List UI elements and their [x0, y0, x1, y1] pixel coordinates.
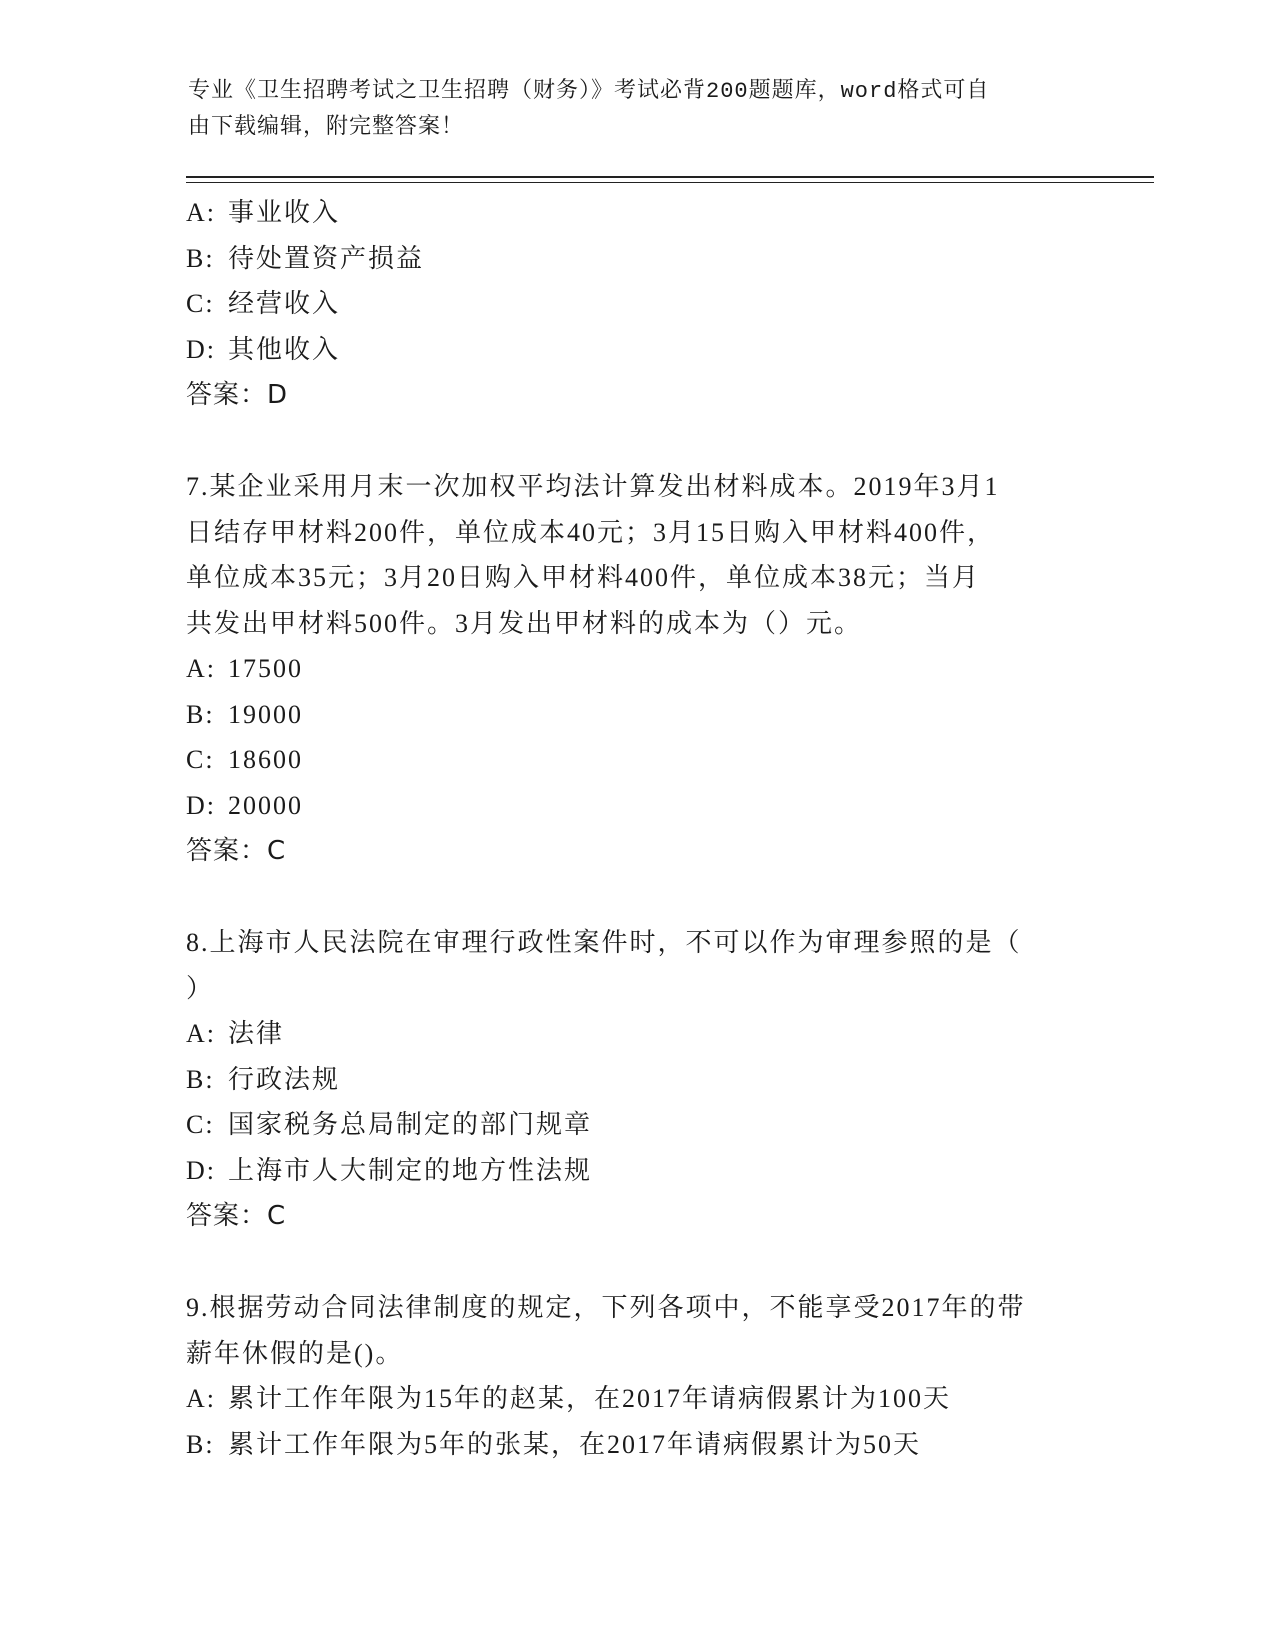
question-text-line: ） — [186, 973, 215, 1003]
question-8 — [186, 920, 1086, 1239]
question-9 — [186, 1285, 1086, 1467]
answer-line: 答案：D — [186, 380, 289, 410]
option-a: A: 法律 — [186, 1019, 285, 1048]
question-text-line: 单位成本35元；3月20日购入甲材料400件，单位成本38元；当月 — [186, 563, 981, 592]
question-6-continued — [186, 190, 1086, 418]
header-divider-thick — [186, 176, 1154, 178]
question-text-line: 9.根据劳动合同法律制度的规定，下列各项中，不能享受2017年的带 — [186, 1293, 1026, 1322]
header-line-1: 专业《卫生招聘考试之卫生招聘（财务）》考试必背200题题库，word格式可自 — [188, 79, 990, 104]
option-c: C: 国家税务总局制定的部门规章 — [186, 1110, 593, 1139]
document-body — [186, 190, 1086, 1467]
option-d: D: 上海市人大制定的地方性法规 — [186, 1155, 593, 1185]
question-text-line: 7.某企业采用月末一次加权平均法计算发出材料成本。2019年3月1 — [186, 472, 1000, 501]
question-text-line: 薪年休假的是()。 — [186, 1338, 404, 1368]
option-c: C: 18600 — [186, 745, 303, 774]
option-b: B: 19000 — [186, 699, 303, 729]
header-divider-thin — [186, 182, 1154, 183]
question-text-line: 共发出甲材料500件。3月发出甲材料的成本为（）元。 — [186, 608, 863, 638]
question-text-line: 8.上海市人民法院在审理行政性案件时，不可以作为审理参照的是（ — [186, 928, 1022, 957]
question-7 — [186, 464, 1086, 874]
header-line-2: 由下载编辑，附完整答案！ — [188, 115, 465, 140]
option-b: B: 行政法规 — [186, 1064, 341, 1094]
option-b: B: 待处置资产损益 — [186, 243, 425, 273]
option-a: A: 17500 — [186, 654, 303, 683]
option-c: C: 经营收入 — [186, 289, 341, 318]
answer-line: 答案：C — [186, 1201, 287, 1231]
option-b: B: 累计工作年限为5年的张某，在2017年请病假累计为50天 — [186, 1429, 922, 1459]
document-header — [188, 74, 1088, 146]
option-a: A: 累计工作年限为15年的赵某，在2017年请病假累计为100天 — [186, 1384, 952, 1413]
option-a: A: 事业收入 — [186, 198, 341, 227]
question-text-line: 日结存甲材料200件，单位成本40元；3月15日购入甲材料400件， — [186, 517, 996, 547]
answer-line: 答案：C — [186, 836, 287, 866]
option-d: D: 其他收入 — [186, 334, 341, 364]
option-d: D: 20000 — [186, 790, 303, 820]
